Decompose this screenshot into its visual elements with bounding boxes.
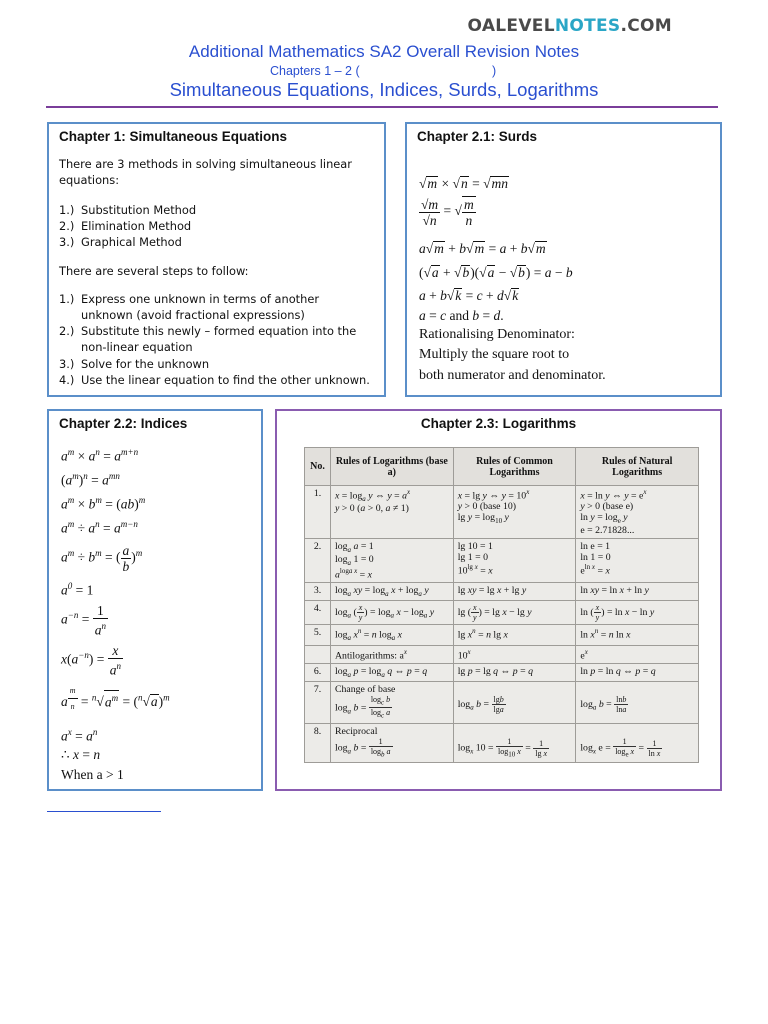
step-number: 3.) <box>59 357 75 371</box>
method-number: 3.) <box>59 235 75 249</box>
reciprocal-label: Reciprocal <box>334 725 378 737</box>
index-law-divide: $a^m \div a^n = a^{m-n}$ <box>61 519 138 536</box>
surd-rule-addition: a√m + b√m = a + b√m <box>419 241 546 256</box>
step-item <box>59 323 379 355</box>
index-law-quotient: $a^m \div b^m$ = ( $\frac{a}{b}$ )$^m$ <box>61 543 143 574</box>
step-text: Use the linear equation to find the other unknown. <box>81 373 370 387</box>
header-no: No. <box>305 448 331 486</box>
and-word: and <box>449 308 469 323</box>
method-number: 1.) <box>59 203 75 217</box>
chapter21-title: Chapter 2.1: Surds <box>417 129 538 144</box>
method-number: 2.) <box>59 219 75 233</box>
step-number: 1.) <box>59 292 75 306</box>
step-text-continued: non-linear equation <box>81 340 193 354</box>
brand-part-com: .COM <box>620 16 672 36</box>
index-law-conclusion: ∴ x = n <box>61 747 101 762</box>
chapter22-title: Chapter 2.2: Indices <box>59 416 188 431</box>
table-header-row <box>305 448 699 486</box>
table-row: 2. $\log_a a = 1$ $\log_a 1 = 0$ $a^{loga x} = x$ lg 10 = 1 lg 1 = 0 $10^{lg x} = x$ ln e = 1 ln 1 = 0 $e^{ln x} = x$ <box>305 539 699 583</box>
index-law-power: $(a^m)^n = a^{mn}$ <box>61 471 120 488</box>
antilog-label: Antilogarithms: a <box>334 649 404 661</box>
table-row: 6. $\log_a p = \log_a q$ ⇔ p = q lg p = lg q ⇔ p = q ln p = ln q ⇔ p = q <box>305 663 699 681</box>
step-item <box>59 372 379 388</box>
rationalise-label: Rationalising Denominator: <box>419 327 575 342</box>
index-law-zero: $a^0 = 1$ <box>61 581 94 598</box>
brand-part-oalevel: OALEVEL <box>467 16 555 36</box>
surd-rule-equality: a + b√k = c + d√k <box>419 288 519 303</box>
method-label: Graphical Method <box>81 235 182 249</box>
table-row: 8. Reciprocal $\log_a b$ = $\frac{1}{\text{logb a}}$ $\log_x 10$ = $\frac{1}{\log 10 x}$ = $\frac{1}{\text{lg x}}$ $\log_x e$ = $\frac{1}{\text{loge x}}$ = $\frac{1}{\text{ln x}}$ <box>305 723 699 762</box>
table-row: 1. $x = \log_a y$ ⇔ $y = a^x$ y > 0 (a > 0, a ≠ 1) x = lg y ⇔ $y = 10^x$ y > 0 (base 10) $\lg y = \log_{10} y$ x = ln y ⇔ $y = e^x$ y > 0 (base e) $\ln y = \log_e y$ e = 2.71828... <box>305 486 699 539</box>
step-text: Substitute this newly – formed equation into the <box>81 324 357 338</box>
method-item <box>59 234 379 250</box>
table-row: 5. $\log_a x^n = n$ $\log_a x$ $\lg x^n = n$ lg x $\ln x^n = n$ ln x <box>305 625 699 645</box>
method-item <box>59 218 379 234</box>
step-number: 4.) <box>59 373 75 387</box>
index-law-negative: $a^{-n}$ = $\frac{1}{a^n}$ <box>61 603 106 638</box>
index-law-negative-x: $x(a^{-n})$ = $\frac{x}{a^n}$ <box>61 643 121 678</box>
base10-label: (base 10) <box>479 501 517 513</box>
surd-rule-conjugate: (√a + √b)(√a − √b) = a − b <box>419 265 573 280</box>
step-text-continued: unknown (avoid fractional expressions) <box>81 308 305 322</box>
surd-rule-product: √m × √n = √mn <box>419 176 508 191</box>
header-natural: Rules of Natural Logarithms <box>576 448 699 486</box>
table-row: 3. $\log_a$ xy = $\log_a x + \log_a y$ lg xy = lg x + lg y ln xy = ln x + ln y <box>305 583 699 601</box>
e-value: e = 2.71828... <box>580 525 635 537</box>
chapters-label: Chapters 1 – 2 ( <box>270 64 360 78</box>
method-label: Substitution Method <box>81 203 197 217</box>
step-text: Solve for the unknown <box>81 357 210 371</box>
method-label: Elimination Method <box>81 219 192 233</box>
index-law-multiply: $a^m \times a^n = a^{m+n}$ <box>61 447 139 464</box>
step-item <box>59 291 379 323</box>
rationalise-line2: both numerator and denominator. <box>419 368 606 383</box>
index-law-fractional: a $^{\frac{m}{n}}$ = $^n√a^m = (^n√a)^m$ <box>61 683 170 714</box>
chapter1-box <box>47 122 386 397</box>
logarithm-rules-table <box>304 447 699 763</box>
header-base-a: Rules of Logarithms (base a) <box>330 448 453 486</box>
document-title: Additional Mathematics SA2 Overall Revision Notes <box>188 42 580 61</box>
step-number: 2.) <box>59 324 75 338</box>
method-item <box>59 202 379 218</box>
rationalise-line1: Multiply the square root to <box>419 347 570 362</box>
chapter21-box <box>405 122 722 397</box>
surd-rule-quotient: $\frac{√m}{√n}$ = √ $\frac{m}{n}$ <box>421 196 474 228</box>
index-law-product: $a^m \times b^m = (ab)^m$ <box>61 495 146 512</box>
step-item <box>59 356 379 372</box>
step-text: Express one unknown in terms of another <box>81 292 320 306</box>
chapter1-intro: There are 3 methods in solving simultaneous linear equations: <box>59 157 352 187</box>
table-row: 4. $\log_a$ ( $\frac{x}{y}$ ) = $\log_a x - \log_a y$ lg ( $\frac{x}{y}$ ) = lg x − lg y ln ( $\frac{x}{y}$ ) = ln x − ln y <box>305 601 699 625</box>
basee-label: (base e) <box>602 501 634 513</box>
table-row: Antilogarithms: $a^x$ 10$^x$ $e^x$ <box>305 645 699 663</box>
surd-rule-condition: a = c and b = d. <box>419 308 504 323</box>
chapter22-box <box>47 409 263 791</box>
footnote-rule <box>47 811 161 812</box>
index-law-equal: $a^x = a^n$ <box>61 727 98 744</box>
header-common: Rules of Common Logarithms <box>453 448 576 486</box>
header-divider <box>46 106 718 108</box>
chapters-label-close: ) <box>492 64 497 78</box>
table-row: 7. Change of base $\log_a b$ = $\frac{\text{logc b}}{\text{logc a}}$ $\log_a b$ = $\frac{\lg b}{\lg a}$ $\log_a b$ = $\frac{\ln b}{\ln a}$ <box>305 681 699 723</box>
brand-part-notes: NOTES <box>554 16 621 36</box>
document-subtitle: Simultaneous Equations, Indices, Surds, Logarithms <box>169 79 599 100</box>
brand-logo <box>468 16 672 36</box>
change-base-label: Change of base <box>334 683 396 695</box>
chapter23-box <box>275 409 722 791</box>
steps-intro: There are several steps to follow: <box>59 264 249 278</box>
chapter1-title: Chapter 1: Simultaneous Equations <box>59 129 288 144</box>
index-note: When a > 1 <box>61 767 124 782</box>
chapter23-title: Chapter 2.3: Logarithms <box>420 416 577 431</box>
